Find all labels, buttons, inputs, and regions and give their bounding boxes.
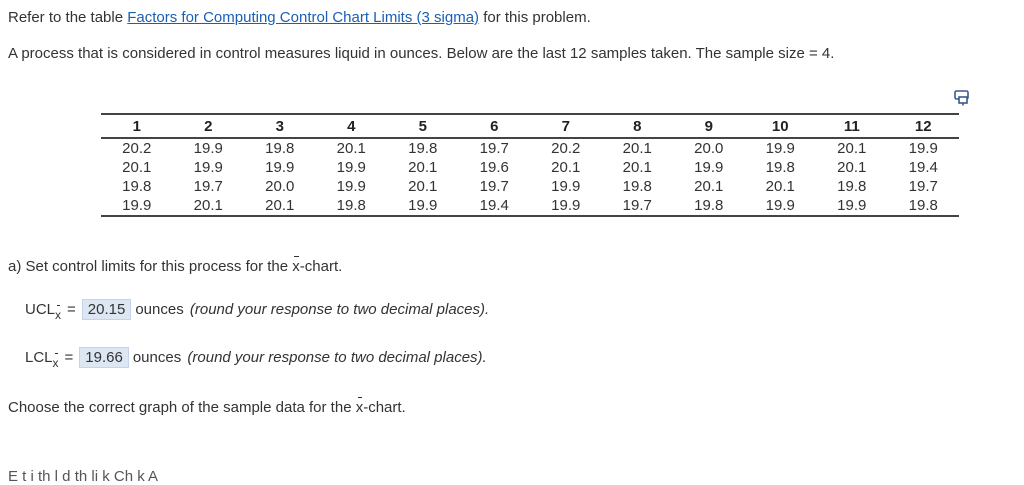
column-header-sample-12: 12 — [888, 114, 960, 138]
table-cell: 20.1 — [408, 159, 438, 176]
lcl-unit: ounces — [132, 349, 182, 366]
lcl-answer-row — [25, 347, 487, 368]
copy-table-icon[interactable] — [954, 90, 972, 106]
x-bar-symbol: x — [292, 258, 300, 275]
lcl-label: LCL — [25, 349, 53, 366]
table-cell: 19.9 — [387, 196, 459, 216]
question-a-prefix: a) Set control limits for this process for the — [8, 258, 293, 275]
intro-prefix: Refer to the table — [8, 9, 128, 26]
intro-suffix: for this problem. — [479, 9, 591, 26]
table-cell: 19.9 — [265, 159, 295, 176]
table-cell: 19.8 — [888, 196, 960, 216]
table-cell: 19.9 — [530, 196, 602, 216]
table-cell: 19.9 — [694, 159, 724, 176]
ucl-unit: ounces — [135, 301, 184, 318]
table-cell: 19.4 — [908, 159, 938, 176]
table-cell: 19.7 — [908, 178, 938, 195]
table-row — [101, 138, 959, 158]
table-cell: 20.1 — [765, 178, 795, 195]
table-cell: 20.2 — [122, 140, 152, 157]
table-cell: 20.1 — [408, 178, 438, 195]
column-header-sample-10: 10 — [745, 114, 817, 138]
table-cell: 20.1 — [173, 196, 245, 216]
table-row — [101, 177, 959, 196]
column-header-sample-7: 7 — [530, 114, 602, 138]
table-cell: 19.4 — [459, 196, 531, 216]
table-cell: 19.8 — [408, 140, 438, 157]
samples-table — [101, 113, 959, 217]
table-row — [101, 196, 959, 216]
table-cell: 19.9 — [551, 178, 581, 195]
table-cell: 19.9 — [336, 159, 366, 176]
intro-text — [8, 9, 591, 26]
table-cell: 19.7 — [479, 140, 509, 157]
column-header-sample-8: 8 — [602, 114, 674, 138]
column-header-sample-4: 4 — [316, 114, 388, 138]
table-cell: 20.1 — [551, 159, 581, 176]
lcl-answer-field[interactable]: 19.66 — [79, 347, 129, 368]
problem-description: A process that is considered in control measures liquid in ounces. Below are the last 12 samples taken. The sample size = 4. — [8, 45, 835, 62]
table-cell: 19.9 — [765, 140, 795, 157]
table-cell: 19.9 — [193, 159, 223, 176]
lcl-symbol — [25, 349, 59, 370]
table-body — [101, 138, 959, 216]
table-cell: 19.8 — [265, 140, 295, 157]
table-cell: 19.8 — [837, 178, 867, 195]
lcl-subscript: x — [52, 356, 59, 370]
ucl-equals: = — [67, 301, 76, 318]
table-cell: 19.9 — [336, 178, 366, 195]
table-row — [101, 158, 959, 177]
table-cell: 19.7 — [193, 178, 223, 195]
question-a — [8, 258, 342, 275]
table-cell: 19.6 — [479, 159, 509, 176]
table-cell: 19.9 — [101, 196, 173, 216]
table-cell: 20.1 — [244, 196, 316, 216]
lcl-hint: (round your response to two decimal places). — [187, 349, 487, 366]
column-header-sample-11: 11 — [816, 114, 888, 138]
table-cell: 20.2 — [551, 140, 581, 157]
cut-off-instruction: E t i th l d th li k Ch k A — [8, 468, 159, 485]
column-header-sample-9: 9 — [673, 114, 745, 138]
table-cell: 20.1 — [694, 178, 724, 195]
ucl-answer-row — [25, 299, 489, 320]
table-cell: 20.1 — [622, 140, 652, 157]
ucl-label: UCL — [25, 301, 56, 318]
choose-suffix: -chart. — [363, 399, 406, 416]
table-cell: 19.7 — [479, 178, 509, 195]
ucl-hint: (round your response to two decimal places). — [189, 301, 490, 318]
table-cell: 19.9 — [193, 140, 223, 157]
table-cell: 19.7 — [602, 196, 674, 216]
ucl-answer-field[interactable]: 20.15 — [82, 299, 132, 320]
table-cell: 20.1 — [336, 140, 366, 157]
choose-prefix: Choose the correct graph of the sample data for the — [8, 399, 356, 416]
table-cell: 20.1 — [837, 140, 867, 157]
x-bar-symbol-2: x — [355, 399, 364, 416]
factors-table-link[interactable]: Factors for Computing Control Chart Limits (3 sigma) — [127, 9, 480, 26]
table-cell: 19.8 — [765, 159, 795, 176]
ucl-symbol — [25, 301, 62, 322]
table-cell: 20.0 — [265, 178, 295, 195]
table-cell: 20.1 — [122, 159, 152, 176]
table-cell: 19.8 — [316, 196, 388, 216]
ucl-subscript: x — [55, 308, 62, 322]
table-cell: 19.8 — [673, 196, 745, 216]
table-cell: 19.9 — [816, 196, 888, 216]
column-header-sample-3: 3 — [244, 114, 316, 138]
column-header-sample-1: 1 — [101, 114, 173, 138]
table-cell: 20.0 — [694, 140, 724, 157]
table-cell: 19.8 — [622, 178, 652, 195]
choose-graph-prompt — [8, 399, 406, 416]
column-header-sample-5: 5 — [387, 114, 459, 138]
lcl-equals: = — [64, 349, 74, 366]
table-cell: 19.8 — [122, 178, 152, 195]
table-cell: 19.9 — [908, 140, 938, 157]
table-cell: 20.1 — [837, 159, 867, 176]
table-cell: 19.9 — [745, 196, 817, 216]
table-header-row — [101, 114, 959, 138]
column-header-sample-2: 2 — [173, 114, 245, 138]
question-a-suffix: -chart. — [299, 258, 343, 275]
column-header-sample-6: 6 — [459, 114, 531, 138]
table-cell: 20.1 — [622, 159, 652, 176]
